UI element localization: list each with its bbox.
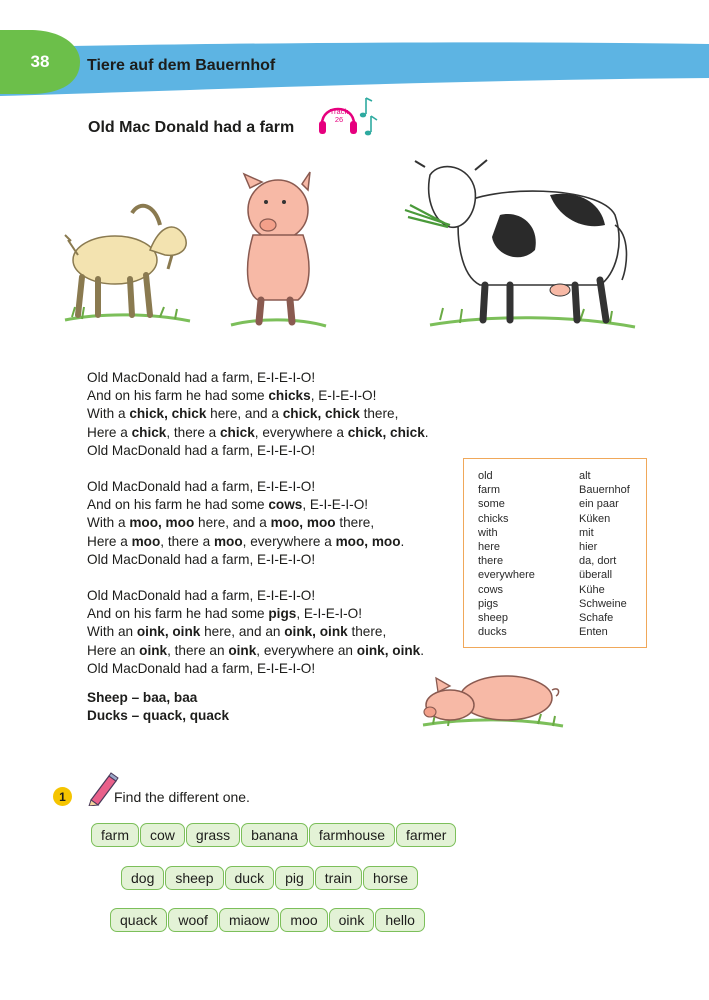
lyric-text: , everywhere a — [254, 424, 348, 440]
lyric-line — [87, 587, 467, 605]
lyric-line — [87, 405, 467, 423]
lyric-bold-word: moo, moo — [270, 515, 336, 531]
lyric-line — [87, 478, 467, 496]
vocab-german: mit — [579, 526, 594, 539]
lyric-bold-word: moo, moo — [129, 515, 195, 531]
stanza-2 — [87, 478, 467, 569]
vocab-english: pigs — [478, 597, 499, 610]
vocab-english: chicks — [478, 512, 509, 525]
lyric-bold-word: chick, chick — [129, 406, 207, 422]
lyric-text: Here an — [87, 642, 140, 658]
animal-sounds — [87, 689, 229, 725]
lyric-bold-word: moo — [213, 533, 243, 549]
lyric-line — [87, 424, 467, 442]
song-lyrics — [87, 369, 467, 696]
word-chip-oink[interactable]: oink — [329, 908, 375, 932]
word-chip-horse[interactable]: horse — [363, 866, 418, 890]
chapter-title: Tiere auf dem Bauernhof — [87, 57, 276, 74]
lyric-text: Old MacDonald had a farm, E-I-E-I-O! — [87, 588, 316, 604]
lyric-text: there, — [347, 624, 387, 640]
lyric-text: With a — [87, 515, 130, 531]
lyric-text: Here a — [87, 533, 132, 549]
song-title: Old Mac Donald had a farm — [88, 119, 295, 136]
stanza-3 — [87, 587, 467, 678]
goat-illustration — [60, 195, 200, 330]
lyric-bold-word: chick — [220, 424, 255, 440]
cow-illustration — [400, 155, 640, 340]
lyric-text: , there an — [167, 642, 229, 658]
lyric-text: Old MacDonald had a farm, E-I-E-I-O! — [87, 370, 316, 385]
lyric-text: And on his farm he had some — [87, 497, 269, 513]
lyric-text: . — [400, 533, 405, 549]
vocab-english: farm — [478, 484, 500, 497]
vocab-english: everywhere — [478, 569, 535, 582]
word-chip-sheep[interactable]: sheep — [165, 866, 223, 890]
vocab-english: here — [478, 541, 501, 553]
lyric-text: Old MacDonald had a farm, E-I-E-I-O! — [87, 479, 316, 495]
sound-line-sheep: Sheep – baa, baa — [87, 690, 198, 705]
word-chip-farmer[interactable]: farmer — [396, 823, 456, 847]
vocab-english: ducks — [478, 626, 507, 639]
lyric-line — [87, 642, 467, 660]
exercise-number: 1 — [53, 787, 72, 806]
lyric-line — [87, 660, 467, 678]
lyric-text: , E-I-E-I-O! — [310, 388, 377, 404]
lyric-line — [87, 533, 467, 551]
lyric-text: And on his farm he had some — [87, 388, 269, 404]
lyric-line — [87, 369, 467, 387]
word-chip-duck[interactable]: duck — [225, 866, 275, 890]
lyric-bold-word: moo — [131, 533, 161, 549]
vocab-german: Bauernhof — [579, 484, 630, 497]
lying-pig-illustration — [418, 660, 568, 735]
word-row-2 — [121, 866, 419, 890]
word-chip-hello[interactable]: hello — [375, 908, 425, 932]
vocab-english: cows — [478, 583, 504, 596]
vocabulary-box — [463, 458, 647, 648]
word-row-3 — [110, 908, 426, 932]
lyric-text: , there a — [166, 424, 220, 440]
lyric-line — [87, 623, 467, 641]
vocab-english: there — [478, 555, 504, 568]
vocab-english: old — [478, 470, 493, 482]
track-label: Track — [329, 107, 349, 116]
lyric-bold-word: chick — [131, 424, 167, 440]
vocab-english: some — [478, 498, 505, 511]
lyric-bold-word: chicks — [268, 388, 311, 404]
word-chip-farm[interactable]: farm — [91, 823, 139, 847]
word-chip-dog[interactable]: dog — [121, 866, 164, 890]
lyric-text: With an — [87, 624, 137, 640]
lyric-bold-word: oink, oink — [356, 642, 421, 658]
lyric-line — [87, 551, 467, 569]
stanza-1 — [87, 369, 467, 460]
word-chip-train[interactable]: train — [315, 866, 362, 890]
lyric-text: . — [424, 424, 429, 440]
lyric-bold-word: moo, moo — [335, 533, 401, 549]
lyric-line — [87, 387, 467, 405]
lyric-bold-word: oink, oink — [136, 624, 201, 640]
lyric-text: With a — [87, 406, 130, 422]
vocab-german: Kühe — [579, 583, 605, 596]
lyric-text: here, and a — [206, 406, 283, 422]
lyric-bold-word: chick, chick — [282, 406, 360, 422]
vocab-english: with — [478, 526, 498, 539]
word-chip-pig[interactable]: pig — [275, 866, 314, 890]
word-chip-cow[interactable]: cow — [140, 823, 185, 847]
vocab-english: sheep — [478, 612, 508, 624]
word-chip-woof[interactable]: woof — [168, 908, 218, 932]
lyric-line — [87, 605, 467, 623]
lyric-line — [87, 496, 467, 514]
track-number: 26 — [334, 115, 344, 124]
word-chip-miaow[interactable]: miaow — [219, 908, 279, 932]
lyric-text: And on his farm he had some — [87, 606, 269, 622]
lyric-bold-word: oink — [228, 642, 257, 658]
lyric-bold-word: oink — [139, 642, 168, 658]
sound-line-ducks: Ducks – quack, quack — [87, 708, 230, 724]
vocab-german: Küken — [579, 512, 611, 525]
lyric-line — [87, 514, 467, 532]
lyric-text: , E-I-E-I-O! — [296, 606, 363, 622]
vocab-german: Enten — [579, 626, 608, 639]
audio-track-button[interactable] — [316, 94, 380, 142]
word-row-1 — [91, 823, 457, 847]
vocab-german: alt — [579, 470, 591, 482]
lyric-line — [87, 442, 467, 460]
vocab-german: Schweine — [579, 597, 627, 610]
exercise-instruction: Find the different one. — [114, 789, 250, 805]
word-chip-grass[interactable]: grass — [186, 823, 240, 847]
page-number: 38 — [30, 52, 50, 71]
standing-pig-illustration — [228, 170, 328, 335]
lyric-text: there, — [359, 406, 399, 422]
lyric-text: here, and an — [200, 624, 285, 640]
lyric-text: Old MacDonald had a farm, E-I-E-I-O! — [87, 551, 316, 567]
vocab-german: Schafe — [579, 612, 614, 624]
lyric-text: here, and a — [194, 515, 271, 531]
lyric-bold-word: pigs — [268, 606, 297, 622]
lyric-bold-word: oink, oink — [284, 624, 348, 640]
word-chip-banana[interactable]: banana — [241, 823, 308, 847]
word-chip-moo[interactable]: moo — [280, 908, 327, 932]
vocab-german: ein paar — [579, 498, 619, 511]
lyric-bold-word: chick, chick — [347, 424, 425, 440]
lyric-text: , E-I-E-I-O! — [302, 497, 369, 513]
vocab-german: überall — [579, 569, 613, 582]
lyric-bold-word: cows — [268, 497, 303, 513]
lyric-text: Old MacDonald had a farm, E-I-E-I-O! — [87, 442, 316, 458]
lyric-text: Old MacDonald had a farm, E-I-E-I-O! — [87, 660, 316, 676]
lyric-text: , there a — [160, 533, 214, 549]
lyric-text: , everywhere an — [256, 642, 357, 658]
lyric-text: . — [420, 642, 424, 658]
vocab-german: hier — [579, 541, 598, 553]
word-chip-quack[interactable]: quack — [110, 908, 167, 932]
lyric-text: there, — [335, 515, 375, 531]
vocab-german: da, dort — [579, 555, 617, 568]
lyric-text: Here a — [87, 424, 132, 440]
lyric-text: , everywhere a — [242, 533, 336, 549]
word-chip-farmhouse[interactable]: farmhouse — [309, 823, 395, 847]
